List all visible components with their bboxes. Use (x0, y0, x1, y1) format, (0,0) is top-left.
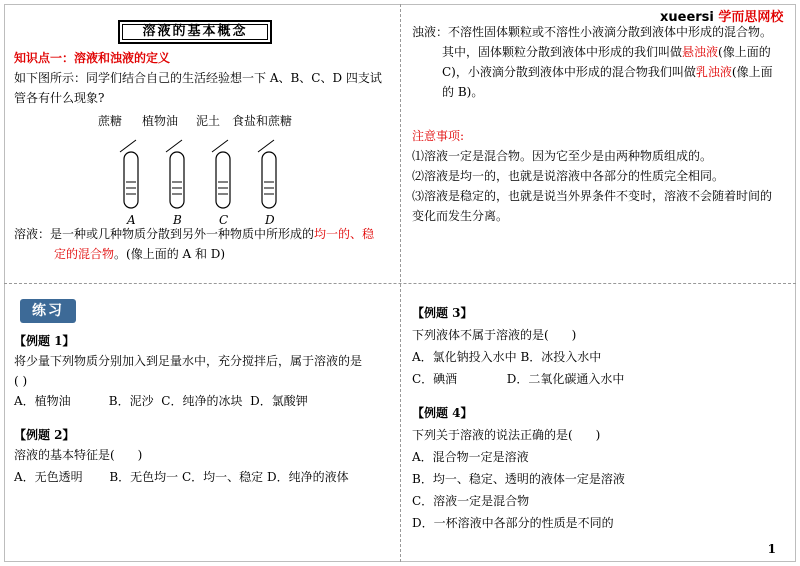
note-3-line-1: ⑶溶液是稳定的，也就是说当外界条件不变时，溶液不会随着时间的 (412, 189, 773, 203)
panel-bottom-left (14, 295, 394, 550)
tube-letter-c: C (219, 213, 229, 227)
example-2-title: 【例题 2】 (14, 428, 75, 442)
example-2-options: A．无色透明 B．无色均一 C．均一、稳定 D．纯净的液体 (14, 470, 349, 484)
example-4-question: 下列关于溶液的说法正确的是( ) (412, 428, 601, 442)
turbid-def-line-2: 其中，固体颗粒分散到液体中形成的我们叫做悬浊液(像上面的 (442, 45, 771, 59)
example-4-option-a: A．混合物一定是溶液 (412, 450, 529, 464)
test-tubes-diagram (104, 132, 304, 232)
notes-heading: 注意事项: (412, 129, 465, 143)
tube-letter-b: B (173, 213, 182, 227)
example-4-title: 【例题 4】 (412, 406, 473, 420)
turbid-def-line-4: 的 B)。 (442, 85, 484, 99)
example-3-options-ab: A．氯化钠投入水中 B．冰投入水中 (412, 350, 602, 364)
panel-top-left (14, 14, 394, 279)
solution-definition-cont: 定的混合物。(像上面的 A 和 D) (54, 247, 226, 261)
practice-badge: 练习 (20, 299, 76, 323)
example-1-options: A．植物油 B．泥沙 C．纯净的冰块 D．氯酸钾 (14, 394, 308, 408)
example-1-question: 将少量下列物质分别加入到足量水中，充分搅拌后，属于溶液的是 (14, 354, 363, 368)
note-2: ⑵溶液是均一的，也就是说溶液中各部分的性质完全相同。 (412, 169, 725, 183)
tube-label-a: 蔗糖 (98, 114, 123, 128)
panel-bottom-right (412, 295, 792, 550)
tube-label-d: 食盐和蔗糖 (232, 114, 293, 128)
example-3-question: 下列液体不属于溶液的是( ) (412, 328, 577, 342)
test-tube-b (166, 140, 184, 227)
section-title: 溶液的基本概念 (118, 20, 272, 44)
tube-label-c: 泥土 (196, 114, 221, 128)
intro-line-2: 管各有什么现象? (14, 91, 105, 105)
intro-line-1: 如下图所示：同学们结合自己的生活经验想一下 A、B、C、D 四支试 (14, 71, 382, 85)
example-2-question: 溶液的基本特征是( ) (14, 448, 143, 462)
example-3-options-cd: C．碘酒 D．二氧化碳通入水中 (412, 372, 625, 386)
example-4-option-b: B．均一、稳定、透明的液体一定是溶液 (412, 472, 625, 486)
example-4-option-d: D．一杯溶液中各部分的性质是不同的 (412, 516, 614, 530)
turbid-def-line-1: 浊液：不溶性固体颗粒或不溶性小液滴分散到液体中形成的混合物。 (412, 25, 773, 39)
turbid-def-line-3: C)，小液滴分散到液体中形成的混合物我们叫做乳浊液(像上面 (442, 65, 773, 79)
example-3-title: 【例题 3】 (412, 306, 473, 320)
panel-top-right (412, 14, 792, 279)
horizontal-divider (4, 283, 796, 284)
solution-definition: 溶液：是一种或几种物质分散到另外一种物质中所形成的均一的、稳 (14, 227, 375, 241)
test-tube-d (258, 140, 276, 227)
example-4-option-c: C．溶液一定是混合物 (412, 494, 530, 508)
example-1-title: 【例题 1】 (14, 334, 75, 348)
test-tube-c (212, 140, 230, 227)
knowledge-point-heading: 知识点一：溶液和浊液的定义 (14, 51, 171, 65)
tube-label-b: 植物油 (142, 114, 179, 128)
test-tube-a (120, 140, 138, 227)
example-1-blank: ( ) (14, 374, 28, 388)
tube-letter-a: A (127, 213, 136, 227)
brand-logo: xueersi 学而思网校 (660, 10, 784, 25)
tube-letter-d: D (265, 213, 275, 227)
page-number: 1 (767, 542, 776, 556)
note-1: ⑴溶液一定是混合物。因为它至少是由两种物质组成的。 (412, 149, 713, 163)
note-3-line-2: 变化而发生分离。 (412, 209, 509, 223)
